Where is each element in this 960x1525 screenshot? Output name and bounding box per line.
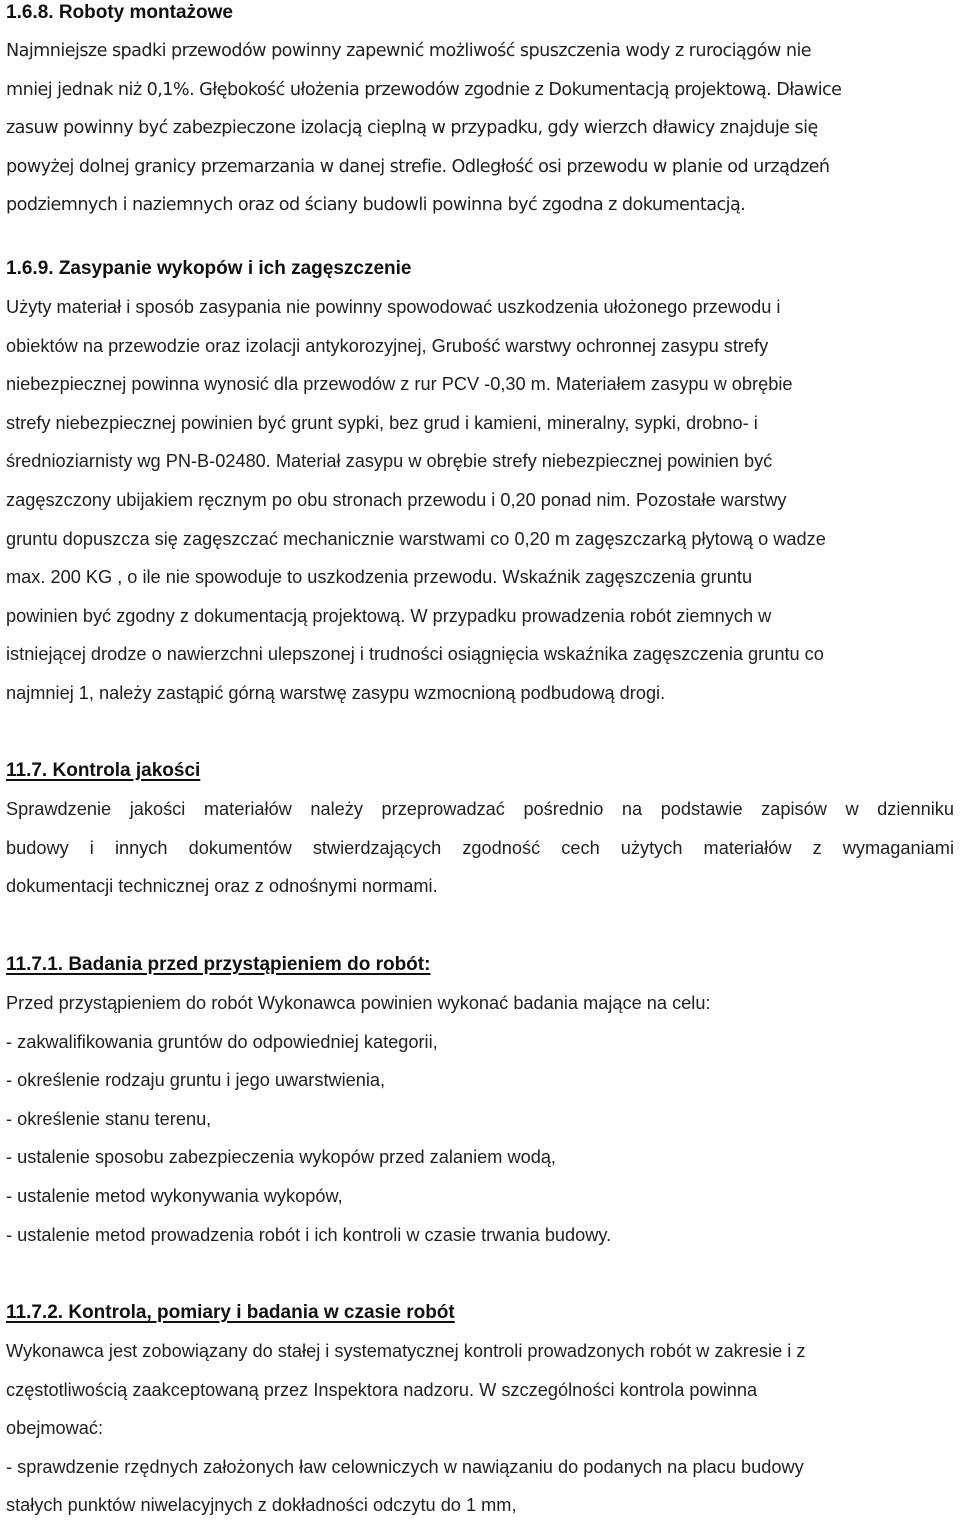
section-11-7-1 [6, 946, 954, 1254]
section-paragraph [6, 790, 954, 906]
section-heading-text: 11.7.2. Kontrola, pomiary i badania w czasie robót [6, 1302, 455, 1323]
list-item: - określenie stanu terenu, [6, 1108, 212, 1129]
section-11-7-2 [6, 1294, 954, 1525]
paragraph-line: stałych punktów niwelacyjnych z dokładności odczytu do 1 mm, [6, 1495, 517, 1516]
requirements-list [6, 1023, 954, 1255]
paragraph-line: Sprawdzenie jakości materiałów należy przeprowadzać pośrednio na podstawie zapisów w dzienniku [6, 799, 954, 819]
section-heading [6, 752, 954, 790]
paragraph-line: obiektów na przewodzie oraz izolacji antykorozyjnej, Grubość warstwy ochronnej zasypu strefy [6, 335, 769, 356]
paragraph-line: zagęszczony ubijakiem ręcznym po obu stronach przewodu i 0,20 ponad nim. Pozostałe warstwy [6, 489, 787, 510]
paragraph-line: istniejącej drodze o nawierzchni ulepszonej i trudności osiągnięcia wskaźnika zagęszczenia gruntu co [6, 644, 824, 665]
section-heading: 1.6.9. Zasypanie wykopów i ich zagęszczenie [6, 258, 412, 279]
paragraph-line: budowy i innych dokumentów stwierdzających zgodność cech użytych materiałów z wymaganiami [6, 837, 954, 858]
list-item: - określenie rodzaju gruntu i jego uwarstwienia, [6, 1070, 386, 1091]
paragraph-line: Użyty materiał i sposób zasypania nie powinny spowodować uszkodzenia ułożonego przewodu i [6, 297, 781, 317]
section-intro: Przed przystąpieniem do robót Wykonawca powinien wykonać badania mające na celu: [6, 993, 711, 1013]
paragraph-line: obejmować: [6, 1418, 104, 1439]
paragraph-line: zasuw powinny być zabezpieczone izolacją cieplną w przypadku, gdy wierzch dławicy znajduje się [6, 118, 818, 139]
paragraph-line: średnioziarnisty wg PN-B-02480. Materiał zasypu w obrębie strefy niebezpiecznej powinien być [6, 451, 773, 472]
paragraph-line: - sprawdzenie rzędnych założonych ław celowniczych w nawiązaniu do podanych na placu budowy [6, 1456, 804, 1477]
paragraph-line: powinien być zgodny z dokumentacją projektową. W przypadku prowadzenia robót ziemnych w [6, 605, 772, 626]
section-heading-text: 11.7. Kontrola jakości [6, 760, 201, 781]
paragraph-line: dokumentacji technicznej oraz z odnośnymi normami. [6, 876, 438, 897]
paragraph-line: najmniej 1, należy zastąpić górną warstwę zasypu wzmocnioną podbudową drogi. [6, 682, 666, 703]
section-heading [6, 1294, 954, 1332]
paragraph-line: Wykonawca jest zobowiązany do stałej i systematycznej kontroli prowadzonych robót w zakresie i z [6, 1341, 806, 1361]
section-1-6-8 [6, 0, 954, 225]
section-paragraph [6, 32, 954, 225]
paragraph-line: max. 200 KG , o ile nie spowoduje to uszkodzenia przewodu. Wskaźnik zagęszczenia gruntu [6, 567, 753, 588]
list-item: - ustalenie sposobu zabezpieczenia wykopów przed zalaniem wodą, [6, 1147, 556, 1168]
paragraph-line: mniej jednak niż 0,1%. Głębokość ułożenia przewodów zgodnie z Dokumentacją projektową. Dławice [6, 79, 842, 100]
paragraph-line: gruntu dopuszcza się zagęszczać mechanicznie warstwami co 0,20 m zagęszczarką płytową o wadze [6, 528, 826, 549]
list-item: - ustalenie metod prowadzenia robót i ich kontroli w czasie trwania budowy. [6, 1224, 612, 1245]
section-paragraph [6, 1332, 954, 1525]
list-item: - zakwalifikowania gruntów do odpowiedniej kategorii, [6, 1031, 438, 1052]
section-1-6-9 [6, 250, 954, 713]
list-item: - ustalenie metod wykonywania wykopów, [6, 1185, 343, 1206]
paragraph-line: podziemnych i naziemnych oraz od ściany budowli powinna być zgodna z dokumentacją. [6, 195, 746, 216]
section-heading-text: 11.7.1. Badania przed przystąpieniem do robót: [6, 954, 431, 975]
section-heading: 1.6.8. Roboty montażowe [6, 2, 233, 23]
paragraph-line: powyżej dolnej granicy przemarzania w danej strefie. Odległość osi przewodu w planie od urządzeń [6, 156, 830, 177]
paragraph-line: niebezpiecznej powinna wynosić dla przewodów z rur PCV -0,30 m. Materiałem zasypu w obrębie [6, 374, 793, 395]
section-11-7 [6, 752, 954, 906]
section-paragraph [6, 288, 954, 713]
paragraph-line: Najmniejsze spadki przewodów powinny zapewnić możliwość spuszczenia wody z rurociągów nie [6, 41, 812, 61]
section-heading [6, 946, 954, 984]
paragraph-line: częstotliwością zaakceptowaną przez Inspektora nadzoru. W szczególności kontrola powinna [6, 1379, 758, 1400]
paragraph-line: strefy niebezpiecznej powinien być grunt sypki, bez grud i kamieni, mineralny, sypki, drobno- i [6, 412, 758, 433]
